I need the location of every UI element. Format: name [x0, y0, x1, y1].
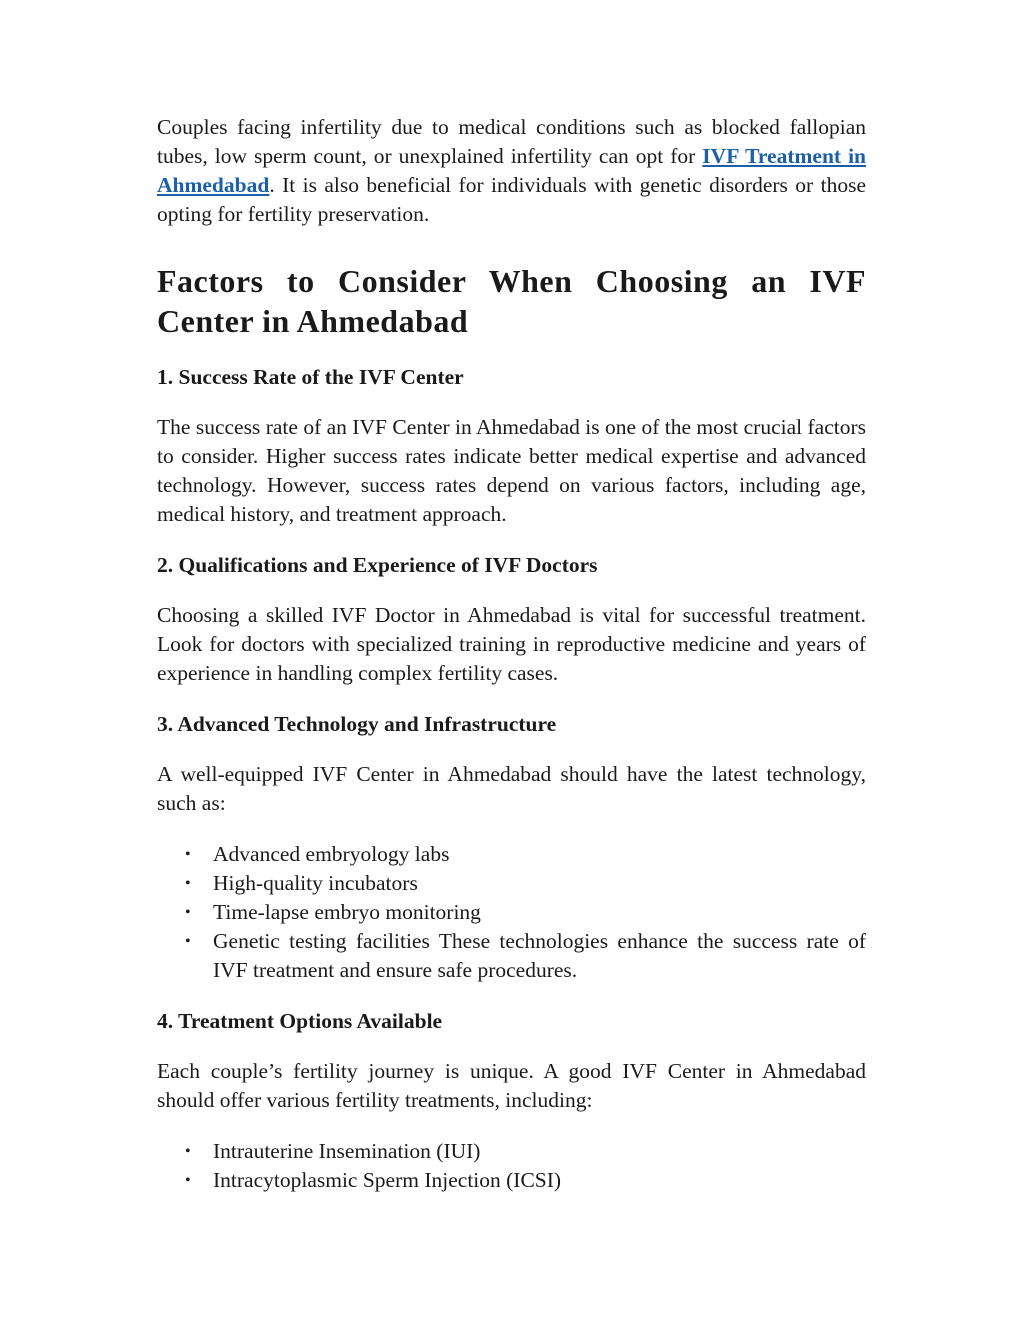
paragraph-technology: A well-equipped IVF Center in Ahmedabad should have the latest technology, such as:: [157, 762, 866, 815]
bullet-glyph: •: [185, 904, 191, 921]
ivf-treatment-link[interactable]: IVF Treatment in Ahmedabad: [157, 144, 866, 197]
list-item: • Genetic testing facilities These technologies enhance the success rate of IVF treatment and ensure safe procedures.: [185, 929, 866, 982]
intro-text-before-link: Couples facing infertility due to medical conditions such as blocked fallopian tubes, low sperm count, or unexplained infertility can opt for: [157, 115, 866, 168]
bullet-glyph: •: [185, 1172, 191, 1189]
subheading-treatment-options: 4. Treatment Options Available: [157, 1009, 443, 1033]
bullet-glyph: •: [185, 1143, 191, 1160]
list-item: • Advanced embryology labs: [157, 840, 866, 869]
bullet-glyph: •: [185, 933, 191, 950]
paragraph-treatment-options: Each couple’s fertility journey is unique. A good IVF Center in Ahmedabad should offer various fertility treatments, including:: [157, 1059, 866, 1112]
bullet-glyph: •: [185, 846, 191, 863]
intro-paragraph: [157, 113, 866, 229]
bullet-glyph: •: [185, 875, 191, 892]
subheading-technology: 3. Advanced Technology and Infrastructure: [157, 712, 557, 736]
subheading-success-rate: 1. Success Rate of the IVF Center: [157, 365, 464, 389]
list-item: • High-quality incubators: [157, 869, 866, 898]
list-item: • Intracytoplasmic Sperm Injection (ICSI): [157, 1166, 866, 1195]
technology-list: [157, 840, 866, 985]
subheading-doctor-qualifications: 2. Qualifications and Experience of IVF Doctors: [157, 553, 598, 577]
paragraph-success-rate: The success rate of an IVF Center in Ahmedabad is one of the most crucial factors to consider. Higher success rates indicate better medical expertise and advanced technology. However, success rates depend on various factors, including age, medical history, and treatment approach.: [157, 415, 866, 526]
intro-text-after-link: . It is also beneficial for individuals with genetic disorders or those opting for fertility preservation.: [157, 173, 866, 226]
list-item: • Intrauterine Insemination (IUI): [157, 1137, 866, 1166]
document-page: [157, 113, 866, 1217]
section-heading: Factors to Consider When Choosing an IVF Center in Ahmedabad: [157, 263, 866, 339]
paragraph-doctor-qualifications: Choosing a skilled IVF Doctor in Ahmedabad is vital for successful treatment. Look for doctors with specialized training in reproductive medicine and years of experience in handling complex fertility cases.: [157, 603, 866, 685]
treatment-list: [157, 1137, 866, 1195]
list-item: • Time-lapse embryo monitoring: [157, 898, 866, 927]
